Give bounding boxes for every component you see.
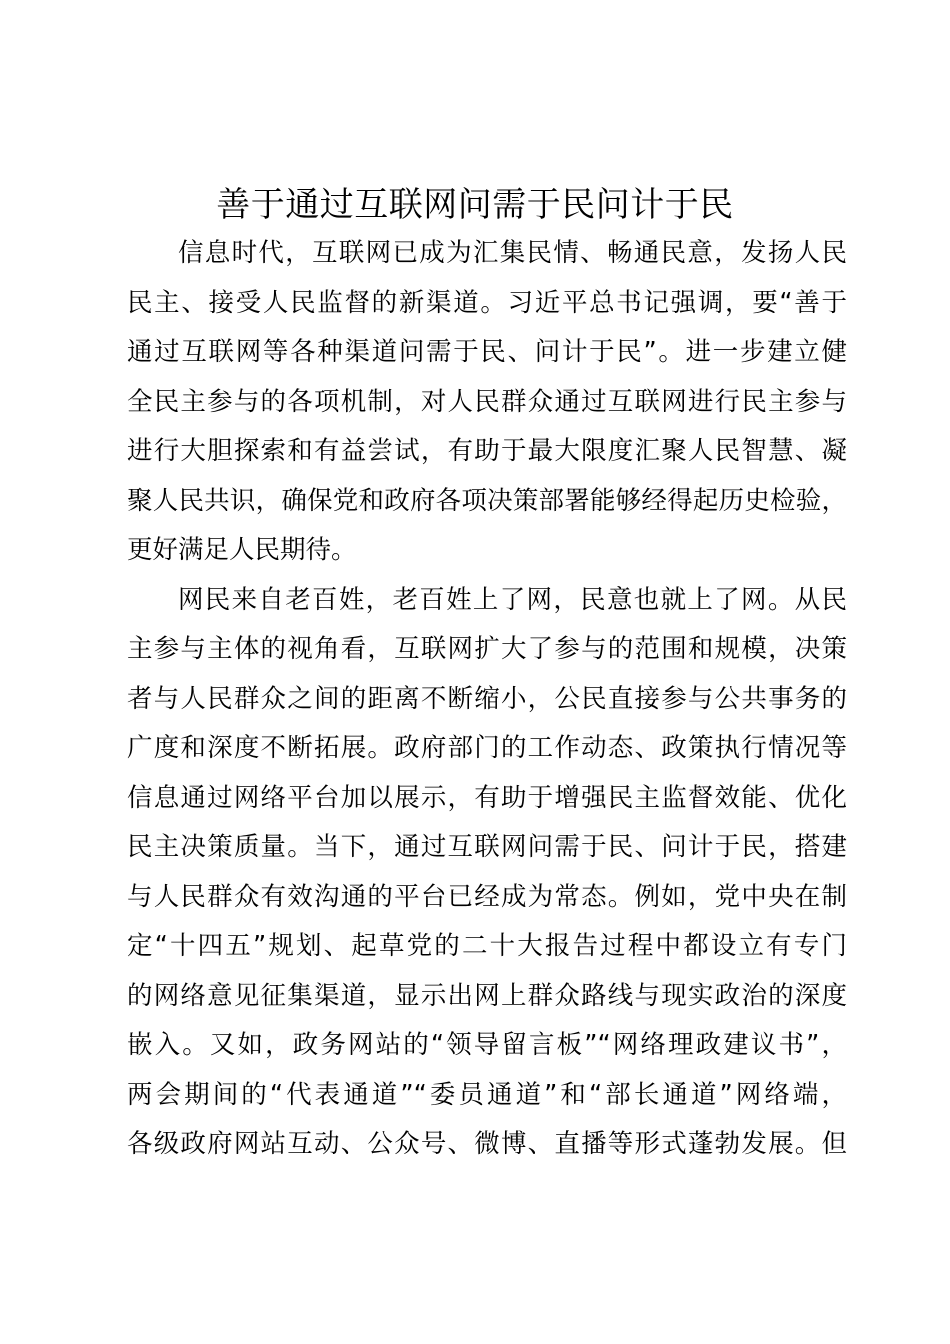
text-line: 民主、接受人民监督的新渠道。习近平总书记强调，要“善于 bbox=[127, 287, 847, 318]
text-line: 进行大胆探索和有益尝试，有助于最大限度汇聚人民智慧、凝 bbox=[127, 436, 847, 466]
paragraph-1 bbox=[127, 229, 847, 576]
text-line: 的网络意见征集渠道，显示出网上群众路线与现实政治的深度 bbox=[127, 980, 847, 1011]
text-line: 主参与主体的视角看，互联网扩大了参与的范围和规模，决策 bbox=[127, 634, 847, 664]
text-line: 信息通过网络平台加以展示，有助于增强民主监督效能、优化 bbox=[127, 782, 847, 813]
paragraph-2 bbox=[127, 576, 847, 1170]
document-body bbox=[127, 229, 847, 1170]
text-line: 各级政府网站互动、公众号、微博、直播等形式蓬勃发展。但 bbox=[127, 1129, 847, 1159]
text-line: 信息时代，互联网已成为汇集民情、畅通民意，发扬人民 bbox=[178, 238, 847, 268]
text-line: 更好满足人民期待。 bbox=[127, 535, 357, 565]
document-title: 善于通过互联网问需于民问计于民 bbox=[216, 185, 734, 225]
text-line: 与人民群众有效沟通的平台已经成为常态。例如，党中央在制 bbox=[127, 881, 847, 912]
text-line: 聚人民共识，确保党和政府各项决策部署能够经得起历史检验， bbox=[127, 485, 847, 516]
text-line: 两会期间的“代表通道”“委员通道”和“部长通道”网络端， bbox=[127, 1079, 847, 1110]
text-line: 网民来自老百姓，老百姓上了网，民意也就上了网。从民 bbox=[178, 584, 847, 615]
text-line: 者与人民群众之间的距离不断缩小，公民直接参与公共事务的 bbox=[127, 683, 847, 714]
text-line: 广度和深度不断拓展。政府部门的工作动态、政策执行情况等 bbox=[127, 733, 847, 763]
text-line: 全民主参与的各项机制，对人民群众通过互联网进行民主参与 bbox=[127, 386, 847, 417]
text-line: 民主决策质量。当下，通过互联网问需于民、问计于民，搭建 bbox=[127, 832, 847, 862]
text-line: 定“十四五”规划、起草党的二十大报告过程中都设立有专门 bbox=[127, 931, 847, 961]
text-line: 通过互联网等各种渠道问需于民、问计于民”。进一步建立健 bbox=[127, 337, 847, 367]
text-line: 嵌入。又如，政务网站的“领导留言板”“网络理政建议书”， bbox=[127, 1030, 847, 1060]
